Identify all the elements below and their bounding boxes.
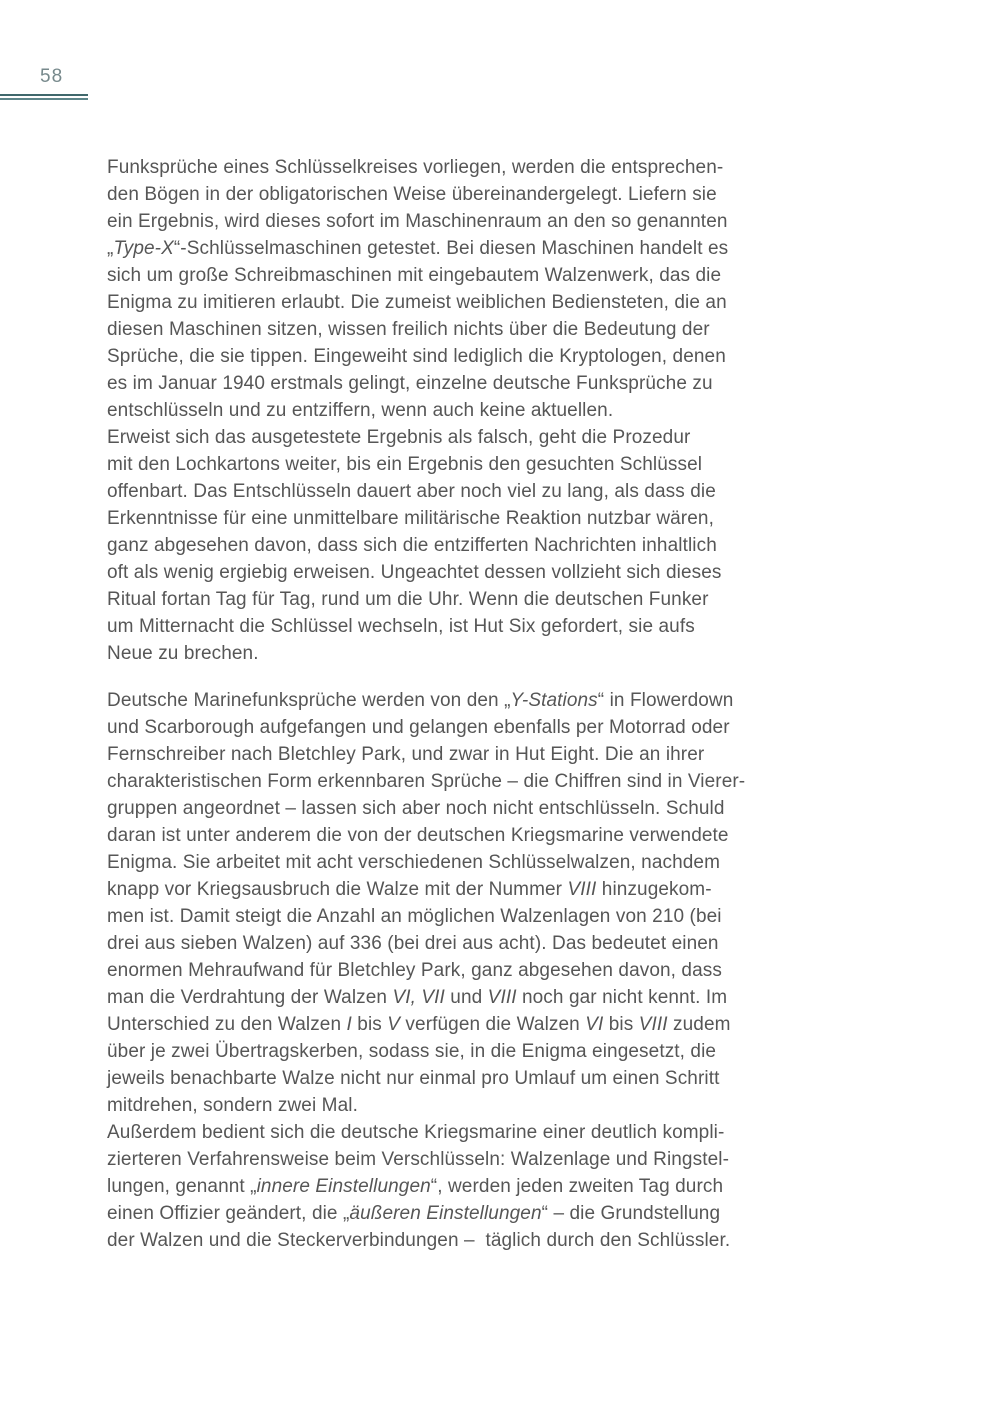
text-line	[107, 613, 827, 640]
italic-run: I	[346, 1014, 352, 1035]
italic-run: V	[387, 1014, 401, 1035]
text-run: men ist. Damit steigt die Anzahl an möglichen Walzenlagen von 210 (bei	[107, 906, 722, 927]
italic-run: innere Einstellungen	[256, 1176, 431, 1197]
text-run: “-Schlüsselmaschinen getestet. Bei diesen Maschinen handelt es	[173, 238, 729, 259]
text-run: Enigma zu imitieren erlaubt. Die zumeist weiblichen Bediensteten, die an	[107, 292, 727, 313]
text-run: drei aus sieben Walzen) auf 336 (bei drei aus acht). Das bedeutet einen	[107, 933, 719, 954]
text-line	[107, 714, 827, 741]
text-line	[107, 741, 827, 768]
text-line	[107, 505, 827, 532]
paragraph	[107, 1119, 827, 1254]
text-run: über je zwei Übertragskerben, sodass sie, in die Enigma eingesetzt, die	[107, 1041, 717, 1062]
text-run: ganz abgesehen davon, dass sich die entzifferten Nachrichten inhaltlich	[107, 535, 717, 556]
text-line	[107, 1173, 827, 1200]
text-line	[107, 1011, 827, 1038]
text-run: Fernschreiber nach Bletchley Park, und zwar in Hut Eight. Die an ihrer	[107, 744, 705, 765]
body-text	[107, 154, 827, 1254]
italic-run: Y-Stations	[510, 690, 598, 711]
text-line	[107, 822, 827, 849]
text-line	[107, 208, 827, 235]
text-run: um Mitternacht die Schlüssel wechseln, ist Hut Six gefordert, sie aufs	[107, 616, 695, 637]
text-line	[107, 1065, 827, 1092]
text-run: Enigma. Sie arbeitet mit acht verschiedenen Schlüsselwalzen, nachdem	[107, 852, 721, 873]
text-line	[107, 957, 827, 984]
text-line	[107, 768, 827, 795]
text-run: man die Verdrahtung der Walzen	[107, 987, 393, 1008]
text-line	[107, 849, 827, 876]
text-run: und	[444, 987, 488, 1008]
text-run: jeweils benachbarte Walze nicht nur einmal pro Umlauf um einen Schritt	[107, 1068, 720, 1089]
text-line	[107, 262, 827, 289]
text-line	[107, 1119, 827, 1146]
text-line	[107, 640, 827, 667]
italic-run: VI, VII	[392, 987, 445, 1008]
text-line	[107, 930, 827, 957]
text-run: der Walzen und die Steckerverbindungen – täglich durch den Schlüssler.	[107, 1230, 731, 1251]
text-run: Unterschied zu den Walzen	[107, 1014, 347, 1035]
text-run: zierteren Verfahrensweise beim Verschlüsseln: Walzenlage und Ringstel-	[107, 1149, 729, 1170]
italic-run: VI	[585, 1014, 604, 1035]
text-line	[107, 1200, 827, 1227]
text-run: Deutsche Marinefunksprüche werden von den „	[107, 690, 511, 711]
text-line	[107, 316, 827, 343]
text-line	[107, 795, 827, 822]
text-line	[107, 289, 827, 316]
text-line	[107, 370, 827, 397]
text-run: Erkenntnisse für eine unmittelbare militärische Reaktion nutzbar wären,	[107, 508, 714, 529]
text-run: Erweist sich das ausgetestete Ergebnis als falsch, geht die Prozedur	[107, 427, 691, 448]
text-line	[107, 687, 827, 714]
text-line	[107, 154, 827, 181]
text-line	[107, 451, 827, 478]
text-run: daran ist unter anderem die von der deutschen Kriegsmarine verwendete	[107, 825, 729, 846]
text-line	[107, 876, 827, 903]
text-run: sich um große Schreibmaschinen mit eingebautem Walzenwerk, das die	[107, 265, 722, 286]
text-run: “ in Flowerdown	[597, 690, 734, 711]
text-line	[107, 424, 827, 451]
text-run: verfügen die Walzen	[400, 1014, 586, 1035]
text-run: mitdrehen, sondern zwei Mal.	[107, 1095, 358, 1116]
text-line	[107, 181, 827, 208]
italic-run: VIII	[567, 879, 597, 900]
text-line	[107, 1038, 827, 1065]
text-run: “, werden jeden zweiten Tag durch	[430, 1176, 724, 1197]
text-run: Außerdem bedient sich die deutsche Kriegsmarine einer deutlich kompli-	[107, 1122, 725, 1143]
text-line	[107, 532, 827, 559]
text-run: enormen Mehraufwand für Bletchley Park, ganz abgesehen davon, dass	[107, 960, 722, 981]
text-run: diesen Maschinen sitzen, wissen freilich nichts über die Bedeutung der	[107, 319, 710, 340]
paragraph	[107, 424, 827, 667]
text-line	[107, 1146, 827, 1173]
text-line	[107, 478, 827, 505]
italic-run: VIII	[487, 987, 517, 1008]
text-run: charakteristischen Form erkennbaren Sprüche – die Chiffren sind in Vierer-	[107, 771, 746, 792]
text-line	[107, 235, 827, 262]
italic-run: Type-X	[113, 238, 174, 259]
text-run: ein Ergebnis, wird dieses sofort im Maschinenraum an den so genannten	[107, 211, 728, 232]
text-run: offenbart. Das Entschlüsseln dauert aber noch viel zu lang, als dass die	[107, 481, 716, 502]
text-line	[107, 1092, 827, 1119]
text-run: hinzugekom-	[596, 879, 712, 900]
text-run: Ritual fortan Tag für Tag, rund um die Uhr. Wenn die deutschen Funker	[107, 589, 709, 610]
italic-run: äußeren Einstellungen	[349, 1203, 542, 1224]
text-run: den Bögen in der obligatorischen Weise übereinandergelegt. Liefern sie	[107, 184, 717, 205]
text-line	[107, 586, 827, 613]
text-run: “ – die Grundstellung	[541, 1203, 721, 1224]
text-run: Funksprüche eines Schlüsselkreises vorliegen, werden die entsprechen-	[107, 157, 724, 178]
paragraph	[107, 154, 827, 424]
text-line	[107, 397, 827, 424]
text-run: es im Januar 1940 erstmals gelingt, einzelne deutsche Funksprüche zu	[107, 373, 713, 394]
text-run: bis	[351, 1014, 388, 1035]
text-run: entschlüsseln und zu entziffern, wenn auch keine aktuellen.	[107, 400, 614, 421]
text-run: zudem	[667, 1014, 731, 1035]
page-number: 58	[40, 66, 64, 87]
text-run: mit den Lochkartons weiter, bis ein Ergebnis den gesuchten Schlüssel	[107, 454, 703, 475]
italic-run: VIII	[638, 1014, 668, 1035]
text-line	[107, 343, 827, 370]
text-run: Neue zu brechen.	[107, 643, 259, 664]
text-run: bis	[603, 1014, 639, 1035]
text-run: Sprüche, die sie tippen. Eingeweiht sind lediglich die Kryptologen, denen	[107, 346, 726, 367]
text-run: noch gar nicht kennt. Im	[516, 987, 728, 1008]
text-run: knapp vor Kriegsausbruch die Walze mit der Nummer	[107, 879, 568, 900]
text-line	[107, 1227, 827, 1254]
paragraph	[107, 687, 827, 1119]
text-run: und Scarborough aufgefangen und gelangen ebenfalls per Motorrad oder	[107, 717, 730, 738]
text-line	[107, 903, 827, 930]
text-run: einen Offizier geändert, die „	[107, 1203, 350, 1224]
text-run: gruppen angeordnet – lassen sich aber noch nicht entschlüsseln. Schuld	[107, 798, 725, 819]
text-line	[107, 559, 827, 586]
text-line	[107, 984, 827, 1011]
text-run: „	[107, 238, 114, 259]
header-rule	[0, 94, 88, 100]
text-run: oft als wenig ergiebig erweisen. Ungeachtet dessen vollzieht sich dieses	[107, 562, 722, 583]
text-run: lungen, genannt „	[107, 1176, 257, 1197]
